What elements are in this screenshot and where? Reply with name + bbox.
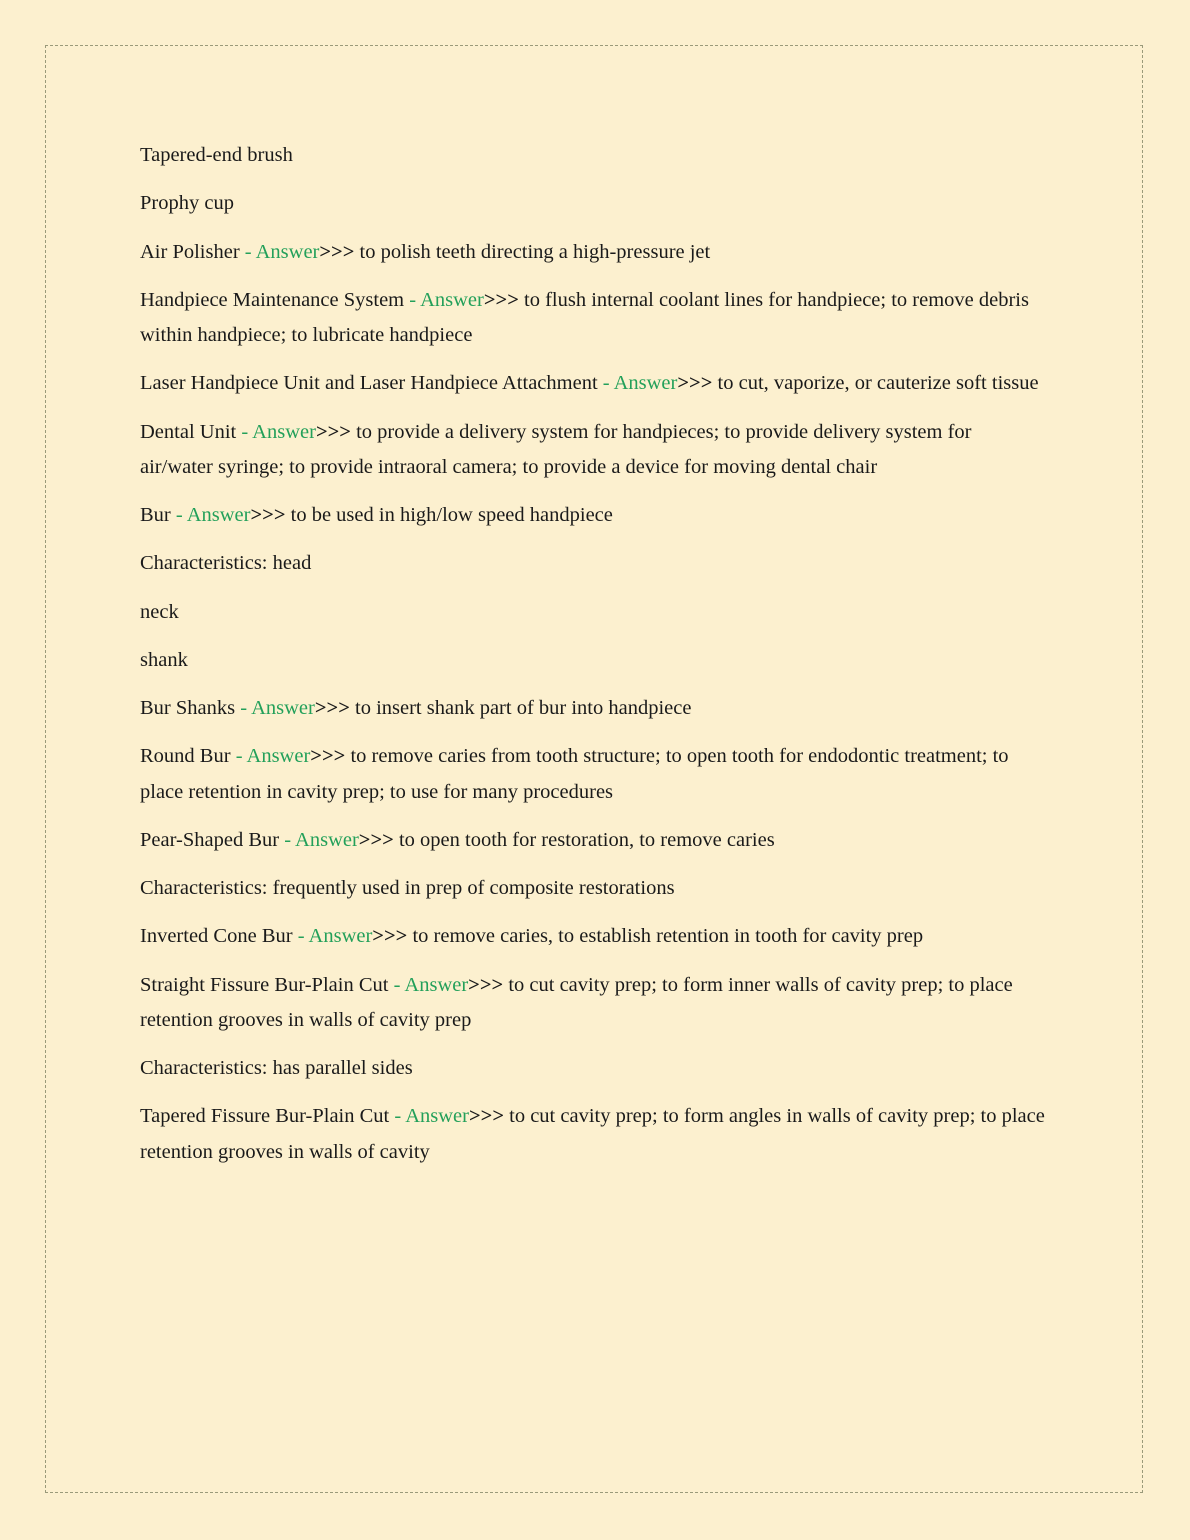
answer-text: to insert shank part of bur into handpiece	[349, 697, 692, 719]
term-text: Handpiece Maintenance System	[140, 288, 405, 311]
document-paragraph	[140, 546, 1048, 581]
document-paragraph	[140, 1051, 1048, 1086]
answer-arrow-marker: >>>	[358, 828, 394, 851]
answer-separator: -	[239, 240, 256, 263]
answer-label: Answer	[252, 420, 316, 443]
document-paragraph	[140, 283, 1048, 354]
term-text: Bur Shanks	[140, 697, 236, 719]
answer-arrow-marker: >>>	[315, 420, 351, 443]
answer-label: Answer	[186, 504, 251, 526]
document-paragraph	[140, 1099, 1048, 1170]
answer-arrow-marker: >>>	[468, 973, 504, 996]
document-paragraph	[140, 919, 1048, 954]
answer-arrow-marker: >>>	[314, 697, 350, 719]
term-text: Characteristics: frequently used in prep of composite restorations	[140, 877, 675, 899]
document-page	[45, 45, 1143, 1493]
term-text: Tapered-end brush	[140, 144, 293, 166]
document-paragraph	[140, 823, 1048, 858]
answer-label: Answer	[255, 240, 320, 263]
document-paragraph	[140, 968, 1048, 1039]
answer-separator: -	[170, 504, 187, 526]
answer-text: to cut cavity prep; to form angles in walls of cavity prep; to place retention grooves in walls of cavity	[140, 1105, 1045, 1163]
answer-separator: -	[235, 697, 252, 719]
term-text: Straight Fissure Bur-Plain Cut	[140, 973, 389, 996]
answer-arrow-marker: >>>	[310, 745, 346, 768]
term-text: shank	[140, 648, 188, 671]
answer-separator: -	[236, 420, 253, 443]
term-text: Bur	[140, 504, 171, 526]
answer-text: to cut, vaporize, or cauterize soft tissue	[712, 372, 1039, 395]
answer-arrow-marker: >>>	[372, 925, 408, 948]
answer-separator: -	[388, 973, 405, 996]
answer-text: to polish teeth directing a high-pressure jet	[354, 240, 711, 263]
answer-label: Answer	[404, 973, 469, 996]
document-paragraph	[140, 366, 1048, 401]
term-text: Pear-Shaped Bur	[140, 828, 280, 851]
term-text: Prophy cup	[140, 192, 234, 215]
answer-text: to provide a delivery system for handpieces; to provide delivery system for air/water syringe; to provide intraoral camera; to provide a device for moving dental chair	[140, 420, 972, 478]
answer-label: Answer	[246, 745, 311, 768]
answer-text: to be used in high/low speed handpiece	[285, 504, 613, 526]
answer-label: Answer	[295, 828, 359, 851]
term-text: neck	[140, 600, 179, 623]
answer-arrow-marker: >>>	[483, 288, 519, 311]
document-paragraph	[140, 691, 1048, 726]
answer-separator: -	[230, 745, 247, 768]
answer-text: to cut cavity prep; to form inner walls of cavity prep; to place retention grooves in walls of cavity prep	[140, 973, 1013, 1031]
term-text: Tapered Fissure Bur-Plain Cut	[140, 1105, 390, 1128]
document-paragraph	[140, 415, 1048, 486]
answer-arrow-marker: >>>	[468, 1105, 505, 1128]
term-text: Dental Unit	[140, 420, 237, 443]
term-text: Characteristics: has parallel sides	[140, 1057, 413, 1079]
answer-label: Answer	[308, 925, 373, 948]
answer-text: to remove caries from tooth structure; to open tooth for endodontic treatment; to place retention in cavity prep; to use for many procedures	[140, 745, 1009, 803]
document-paragraph	[140, 739, 1048, 810]
answer-separator: -	[597, 372, 614, 395]
answer-label: Answer	[420, 288, 484, 311]
document-paragraph	[140, 643, 1048, 678]
document-paragraph	[140, 595, 1048, 630]
answer-separator: -	[404, 288, 421, 311]
answer-label: Answer	[613, 372, 678, 395]
answer-label: Answer	[251, 697, 315, 719]
answer-arrow-marker: >>>	[319, 240, 355, 263]
document-paragraph	[140, 138, 1048, 173]
document-paragraph	[140, 235, 1048, 270]
document-paragraph	[140, 186, 1048, 221]
answer-text: to remove caries, to establish retention in tooth for cavity prep	[407, 925, 924, 948]
answer-arrow-marker: >>>	[677, 372, 713, 395]
term-text: Air Polisher	[140, 240, 240, 263]
document-paragraph	[140, 871, 1048, 906]
term-text: Round Bur	[140, 745, 231, 768]
answer-label: Answer	[405, 1105, 469, 1128]
answer-text: to flush internal coolant lines for handpiece; to remove debris within handpiece; to lubricate handpiece	[140, 288, 1029, 346]
answer-text: to open tooth for restoration, to remove caries	[393, 828, 775, 851]
term-text: Laser Handpiece Unit and Laser Handpiece Attachment	[140, 372, 598, 395]
term-text: Inverted Cone Bur	[140, 925, 293, 948]
answer-arrow-marker: >>>	[250, 504, 286, 526]
document-body	[140, 138, 1048, 1183]
answer-separator: -	[292, 925, 309, 948]
term-text: Characteristics: head	[140, 552, 312, 575]
document-paragraph	[140, 498, 1048, 533]
answer-separator: -	[389, 1105, 406, 1128]
answer-separator: -	[279, 828, 296, 851]
